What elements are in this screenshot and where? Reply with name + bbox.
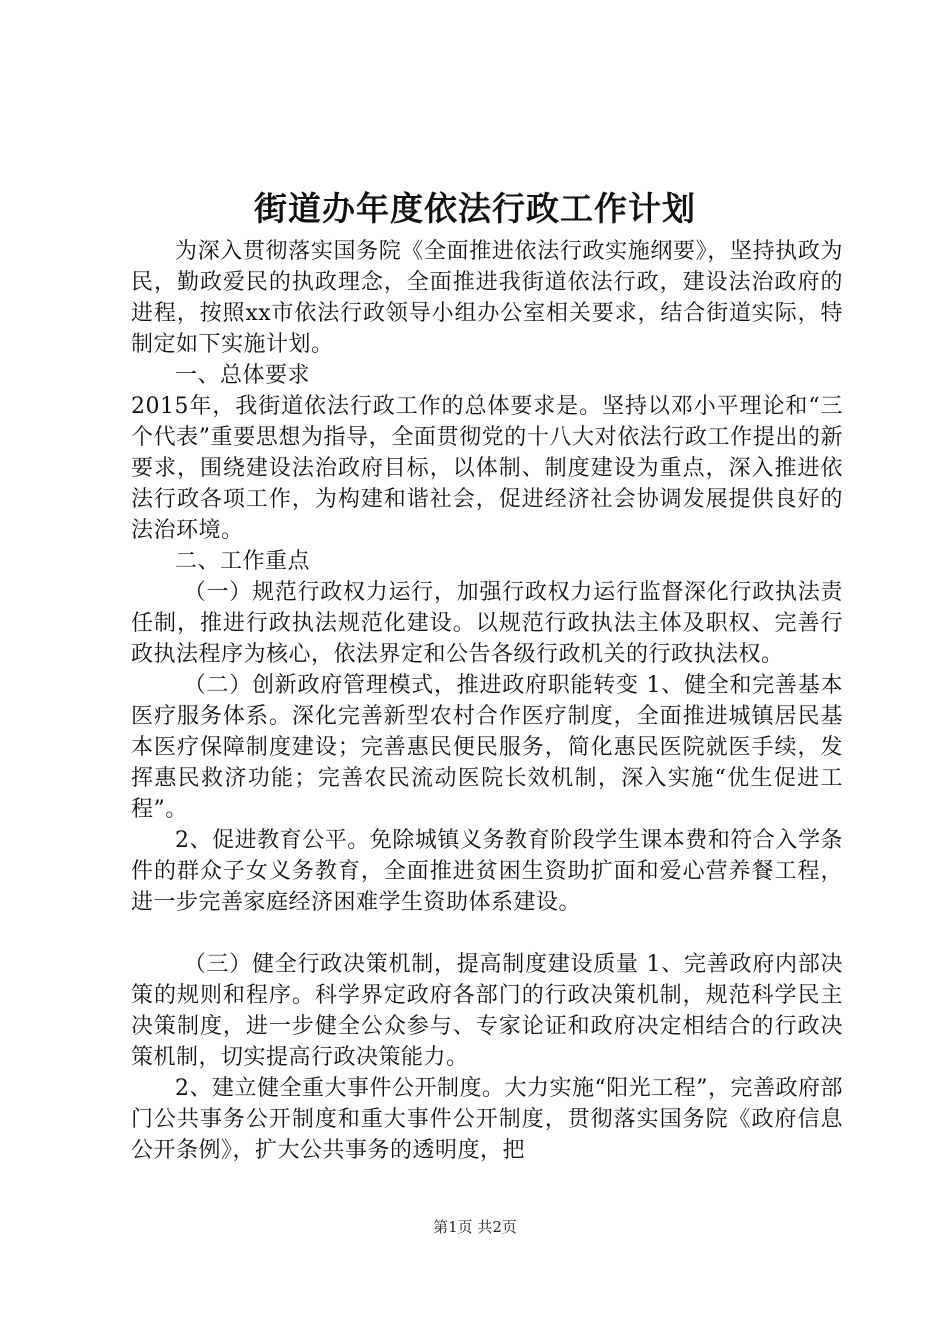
work-focus-item-3: （三）健全行政决策机制，提高制度建设质量 1、完善政府内部决策的规则和程序。科学界定政府各部门的行政决策机制，规范科学民主决策制度，进一步健全公众参与、专家论证和政府决定相结合的行政决策机制，切实提高行政决策能力。 bbox=[131, 952, 843, 1070]
section-heading-overall-requirements: 一、总体要求 bbox=[175, 363, 311, 388]
work-focus-item-3-sub-2: 2、建立健全重大事件公开制度。大力实施“阳光工程”，完善政府部门公共事务公开制度和重大事件公开制度，贯彻落实国务院《政府信息公开条例》，扩大公共事务的透明度，把 bbox=[131, 1076, 843, 1163]
overall-requirements-paragraph: 2015年，我街道依法行政工作的总体要求是。坚持以邓小平理论和“三个代表”重要思想为指导，全面贯彻党的十八大对依法行政工作提出的新要求，围绕建设法治政府目标，以体制、制度建设为重点，深入推进依法行政各项工作，为构建和谐社会，促进经济社会协调发展提供良好的法治环境。 bbox=[131, 394, 843, 543]
intro-paragraph: 为深入贯彻落实国务院《全面推进依法行政实施纲要》，坚持执政为民，勤政爱民的执政理念，全面推进我街道依法行政，建设法治政府的进程，按照xx市依法行政领导小组办公室相关要求，结合街道实际，特制定如下实施计划。 bbox=[131, 239, 843, 357]
page-footer: 第1页 共2页 bbox=[433, 1218, 517, 1236]
section-heading-work-focus: 二、工作重点 bbox=[175, 549, 311, 574]
document-body bbox=[131, 236, 843, 1166]
document-title: 街道办年度依法行政工作计划 bbox=[254, 189, 696, 228]
work-focus-item-1: （一）规范行政权力运行，加强行政权力运行监督深化行政执法责任制，推进行政执法规范化建设。以规范行政执法主体及职权、完善行政执法程序为核心，依法界定和公告各级行政机关的行政执法权。 bbox=[131, 580, 843, 667]
work-focus-item-2: （二）创新政府管理模式，推进政府职能转变 1、健全和完善基本医疗服务体系。深化完善新型农村合作医疗制度，全面推进城镇居民基本医疗保障制度建设；完善惠民便民服务，简化惠民医院就医手续，发挥惠民救济功能；完善农民流动医院长效机制，深入实施“优生促进工程”。 bbox=[131, 673, 843, 822]
work-focus-item-2-sub-2: 2、促进教育公平。免除城镇义务教育阶段学生课本费和符合入学条件的群众子女义务教育，全面推进贫困生资助扩面和爱心营养餐工程，进一步完善家庭经济困难学生资助体系建设。 bbox=[131, 828, 843, 915]
